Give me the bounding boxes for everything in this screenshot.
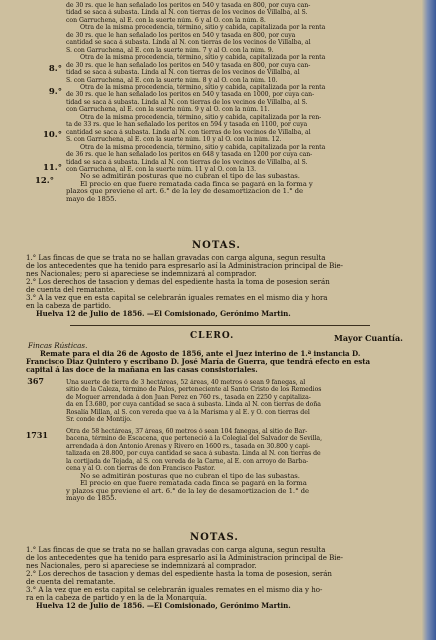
text-line: sitio de la Caleza, término de Palos, perteneciente al Santo Cristo de los Remedios xyxy=(66,386,322,394)
text-line: mayo de 1855. xyxy=(66,495,117,503)
text-line: talizada en 28.800, por cuya cantidad se saca á subasta. Linda al N. con tierras de xyxy=(66,450,321,458)
text-line: de 30 rs. que le han señalado los peritos en 540 y tasada en 1000, por cuya can- xyxy=(66,91,315,99)
lot-number: 12.° xyxy=(34,176,54,186)
note-line: 1.° Las fincas de que se trata no se hallan gravadas con carga alguna, segun resulta xyxy=(26,546,326,554)
clero-lot1 xyxy=(66,379,416,424)
note-line: 3.° A la vez que en esta capital se celebrarán iguales remates en el mismo dia y hora xyxy=(26,294,328,303)
notas-heading: NOTAS. xyxy=(192,240,241,251)
text-line: Otra de la misma procedencia, término, sitio y cabida, capitalizada por la renta xyxy=(80,143,326,151)
text-line: No se admitirán posturas que no cubran el tipo de las subastas. xyxy=(80,173,300,181)
note-line: de cuenta del rematante. xyxy=(26,578,116,587)
divider xyxy=(70,325,370,326)
intro-line: capital á las doce de la mañana en las casas consistoriales. xyxy=(26,366,258,375)
text-line: ta de 33 rs. que le han señalado los peritos en 594 y tasada en 1100, por cuya xyxy=(66,121,308,129)
text-line: El precio en que fuere rematada cada finca se pagará en la forma xyxy=(80,480,307,488)
notas-heading: NOTAS. xyxy=(190,532,239,543)
note-line: de cuenta del rematante. xyxy=(26,286,116,295)
text-line: mayo de 1855. xyxy=(66,195,117,203)
text-line: S. con Garruchena, al E. con la suerte núm. 10 y al O. con la núm. 12. xyxy=(66,136,282,144)
text-line: Una suerte de tierra de 3 hectáreas, 52 áreas, 40 metros ó sean 9 fanegas, al xyxy=(66,379,306,386)
note-line: de los antecedentes que ha tenido para espresarlo así la Administracion principal de Bie- xyxy=(26,262,343,271)
fincas-subhead: Fincas Rústicas. xyxy=(28,341,88,350)
text-line: El precio en que fuere rematada cada finca se pagará en la forma y xyxy=(80,180,313,188)
signature: Huelva 12 de Julio de 1856. —El Comisionado, Gerónimo Martin. xyxy=(36,602,291,611)
text-line: de 36 rs. que le han señalado los peritos en 648 y tasada en 1200 por cuya can- xyxy=(66,151,313,159)
text-line: de 30 rs. que le han señalado los peritos en 540 y tasada en 800, por cuya can- xyxy=(66,2,311,9)
text-line: cantidad se saca á subasta. Linda al N. con tierras de los vecinos de Villalba, al xyxy=(66,39,311,47)
notas1-body xyxy=(26,254,418,318)
notas2-body xyxy=(26,546,418,610)
clero-intro xyxy=(26,350,418,374)
signature: Huelva 12 de Julio de 1856. —El Comisionado, Gerónimo Martin. xyxy=(36,310,291,319)
lot-number: 8.° xyxy=(48,64,62,74)
text-line: con Garruchena, al E. con la suerte núm. 6 y al O. con la núm. 8. xyxy=(66,16,266,24)
note-line: 3.° A la vez que en esta capital se celebrarán iguales remates en el mismo dia y ho- xyxy=(26,586,323,595)
note-line: 1.° Las fincas de que se trata no se hallan gravadas con carga alguna, segun resulta xyxy=(26,254,326,262)
lot-number: 367 xyxy=(27,376,44,386)
lot-number: 11.° xyxy=(42,163,62,173)
text-line: con Garruchena, al E. con la suerte núm. 9 y al O. con la núm. 11. xyxy=(66,106,270,114)
text-line: Otra de la misma procedencia, término, sitio y cabida, capitalizada por la renta xyxy=(80,54,326,62)
text-line: S. con Garruchena, al E. con la suerte núm. 8 y al O. con la núm. 10. xyxy=(66,76,278,84)
text-line: S. con Garruchena, al E. con la suerte núm. 7 y al O. con la núm. 9. xyxy=(66,46,274,54)
text-line: Otra de 58 hectáreas, 37 áreas, 60 metros ó sean 104 fanegas, al sitio de Bar- xyxy=(66,428,308,435)
note-line: nes Nacionales, pero si apareciese se indemnizará al comprador. xyxy=(26,562,257,571)
text-line: Rosalía Millan, al S. con vereda que va á la Marisma y al E. y O. con tierras del xyxy=(66,408,310,416)
text-line: arrendada á don Antonio Arenas y Rivero en 1600 rs., tasada en 30.800 y capi- xyxy=(66,442,310,450)
text-line: tidad se saca á subasta. Linda al N. con tierras de los vecinos de Villalba, al S. xyxy=(66,9,308,17)
text-line: con Garruchena, al E. con la suerte núm. 11 y al O. con la 13. xyxy=(66,165,257,173)
text-line: Otra de la misma procedencia, término, sitio y cabida, capitalizada por la renta xyxy=(80,24,326,32)
lot-number: 9.° xyxy=(48,87,62,97)
intro-line: Remate para el dia 26 de Agosto de 1856, ante el Juez interino de 1.ª instancia D. xyxy=(40,350,361,358)
text-line: cantidad se saca á subasta. Linda al N. con tierras de los vecinos de Villalba, al xyxy=(66,128,311,136)
text-line: de Moguer arrendada á don Juan Perez en 760 rs., tasada en 2250 y capitaliza- xyxy=(66,393,311,401)
lot-number: 1731 xyxy=(25,430,48,440)
note-line: ra en la cabeza de partido y en la de la Monarquía. xyxy=(26,594,207,603)
text-line: cena y al O. con tierras de don Francisco Pastor. xyxy=(66,465,216,473)
section1-body xyxy=(66,2,416,203)
text-line: Otra de la misma procedencia, término, sitio y cabida, capitalizada por la renta xyxy=(80,83,326,91)
text-line: de 30 rs. que le han señalado los peritos en 540 y tasada en 800, por cuya can- xyxy=(66,61,311,69)
text-line: de 30 rs. que le han señalado los peritos en 540 y tasada en 800, por cuya xyxy=(66,31,296,39)
clero-lot2 xyxy=(66,428,416,503)
text-line: tidad se saca á subasta. Linda al N. con tierras de los vecinos de Villalba, al S. xyxy=(66,158,308,166)
text-line: da en 13.680, por cuya cantidad se saca á subasta. Linda al N. con tierras de doña xyxy=(66,401,321,409)
text-line: tidad se saca á subasta. Linda al N. con tierras de los vecinos de Villalba, al S. xyxy=(66,98,308,106)
text-line: la cortijada de Tejada, al S. con vereda de la Carne, al E. con arroyo de Barba- xyxy=(66,457,309,465)
binding-edge xyxy=(422,0,436,640)
note-line: 2.° Los derechos de tasacion y demas del espediente hasta la toma de posesion serán xyxy=(26,278,330,287)
text-line: Otra de la misma procedencia, término, sitio y cabida, capitalizada por la ren- xyxy=(80,113,322,121)
intro-line: Francisco Diaz Quintero y escribano D. José María de Guerra, que tendrá efecto en esta xyxy=(26,358,370,367)
text-line: No se admitirán posturas que no cubran el tipo de las subastas. xyxy=(80,472,300,480)
clero-heading: CLERO. xyxy=(190,331,235,341)
note-line: nes Nacionales; pero si apareciese se indemnizará al comprador. xyxy=(26,270,257,279)
text-line: tidad se saca á subasta. Linda al N. con tierras de los vecinos de Villalba, al xyxy=(66,69,300,77)
note-line: en la cabeza de partido. xyxy=(26,302,111,311)
lot-number: 10.° xyxy=(42,130,62,140)
note-line: de los antecedentes que ha tenido para espresarlo así la Administracion principal de Bie- xyxy=(26,554,343,563)
text-line: bacena, término de Escacena, que perteneció á la Colegial del Salvador de Sevilla, xyxy=(66,435,322,443)
text-line: y plazos que previene el art. 6.° de la ley de desamortizacion de 1.° de xyxy=(66,487,309,495)
text-line: Sr. conde de Montijo. xyxy=(66,416,132,424)
text-line: plazos que previene el art. 6.° de la ley de desamortizacion de 1.° de xyxy=(66,188,304,196)
note-line: 2.° Los derechos de tasacion y demas del espediente hasta la toma de posesion, serán xyxy=(26,570,332,579)
cuantia-heading: Mayor Cuantía. xyxy=(334,333,403,343)
